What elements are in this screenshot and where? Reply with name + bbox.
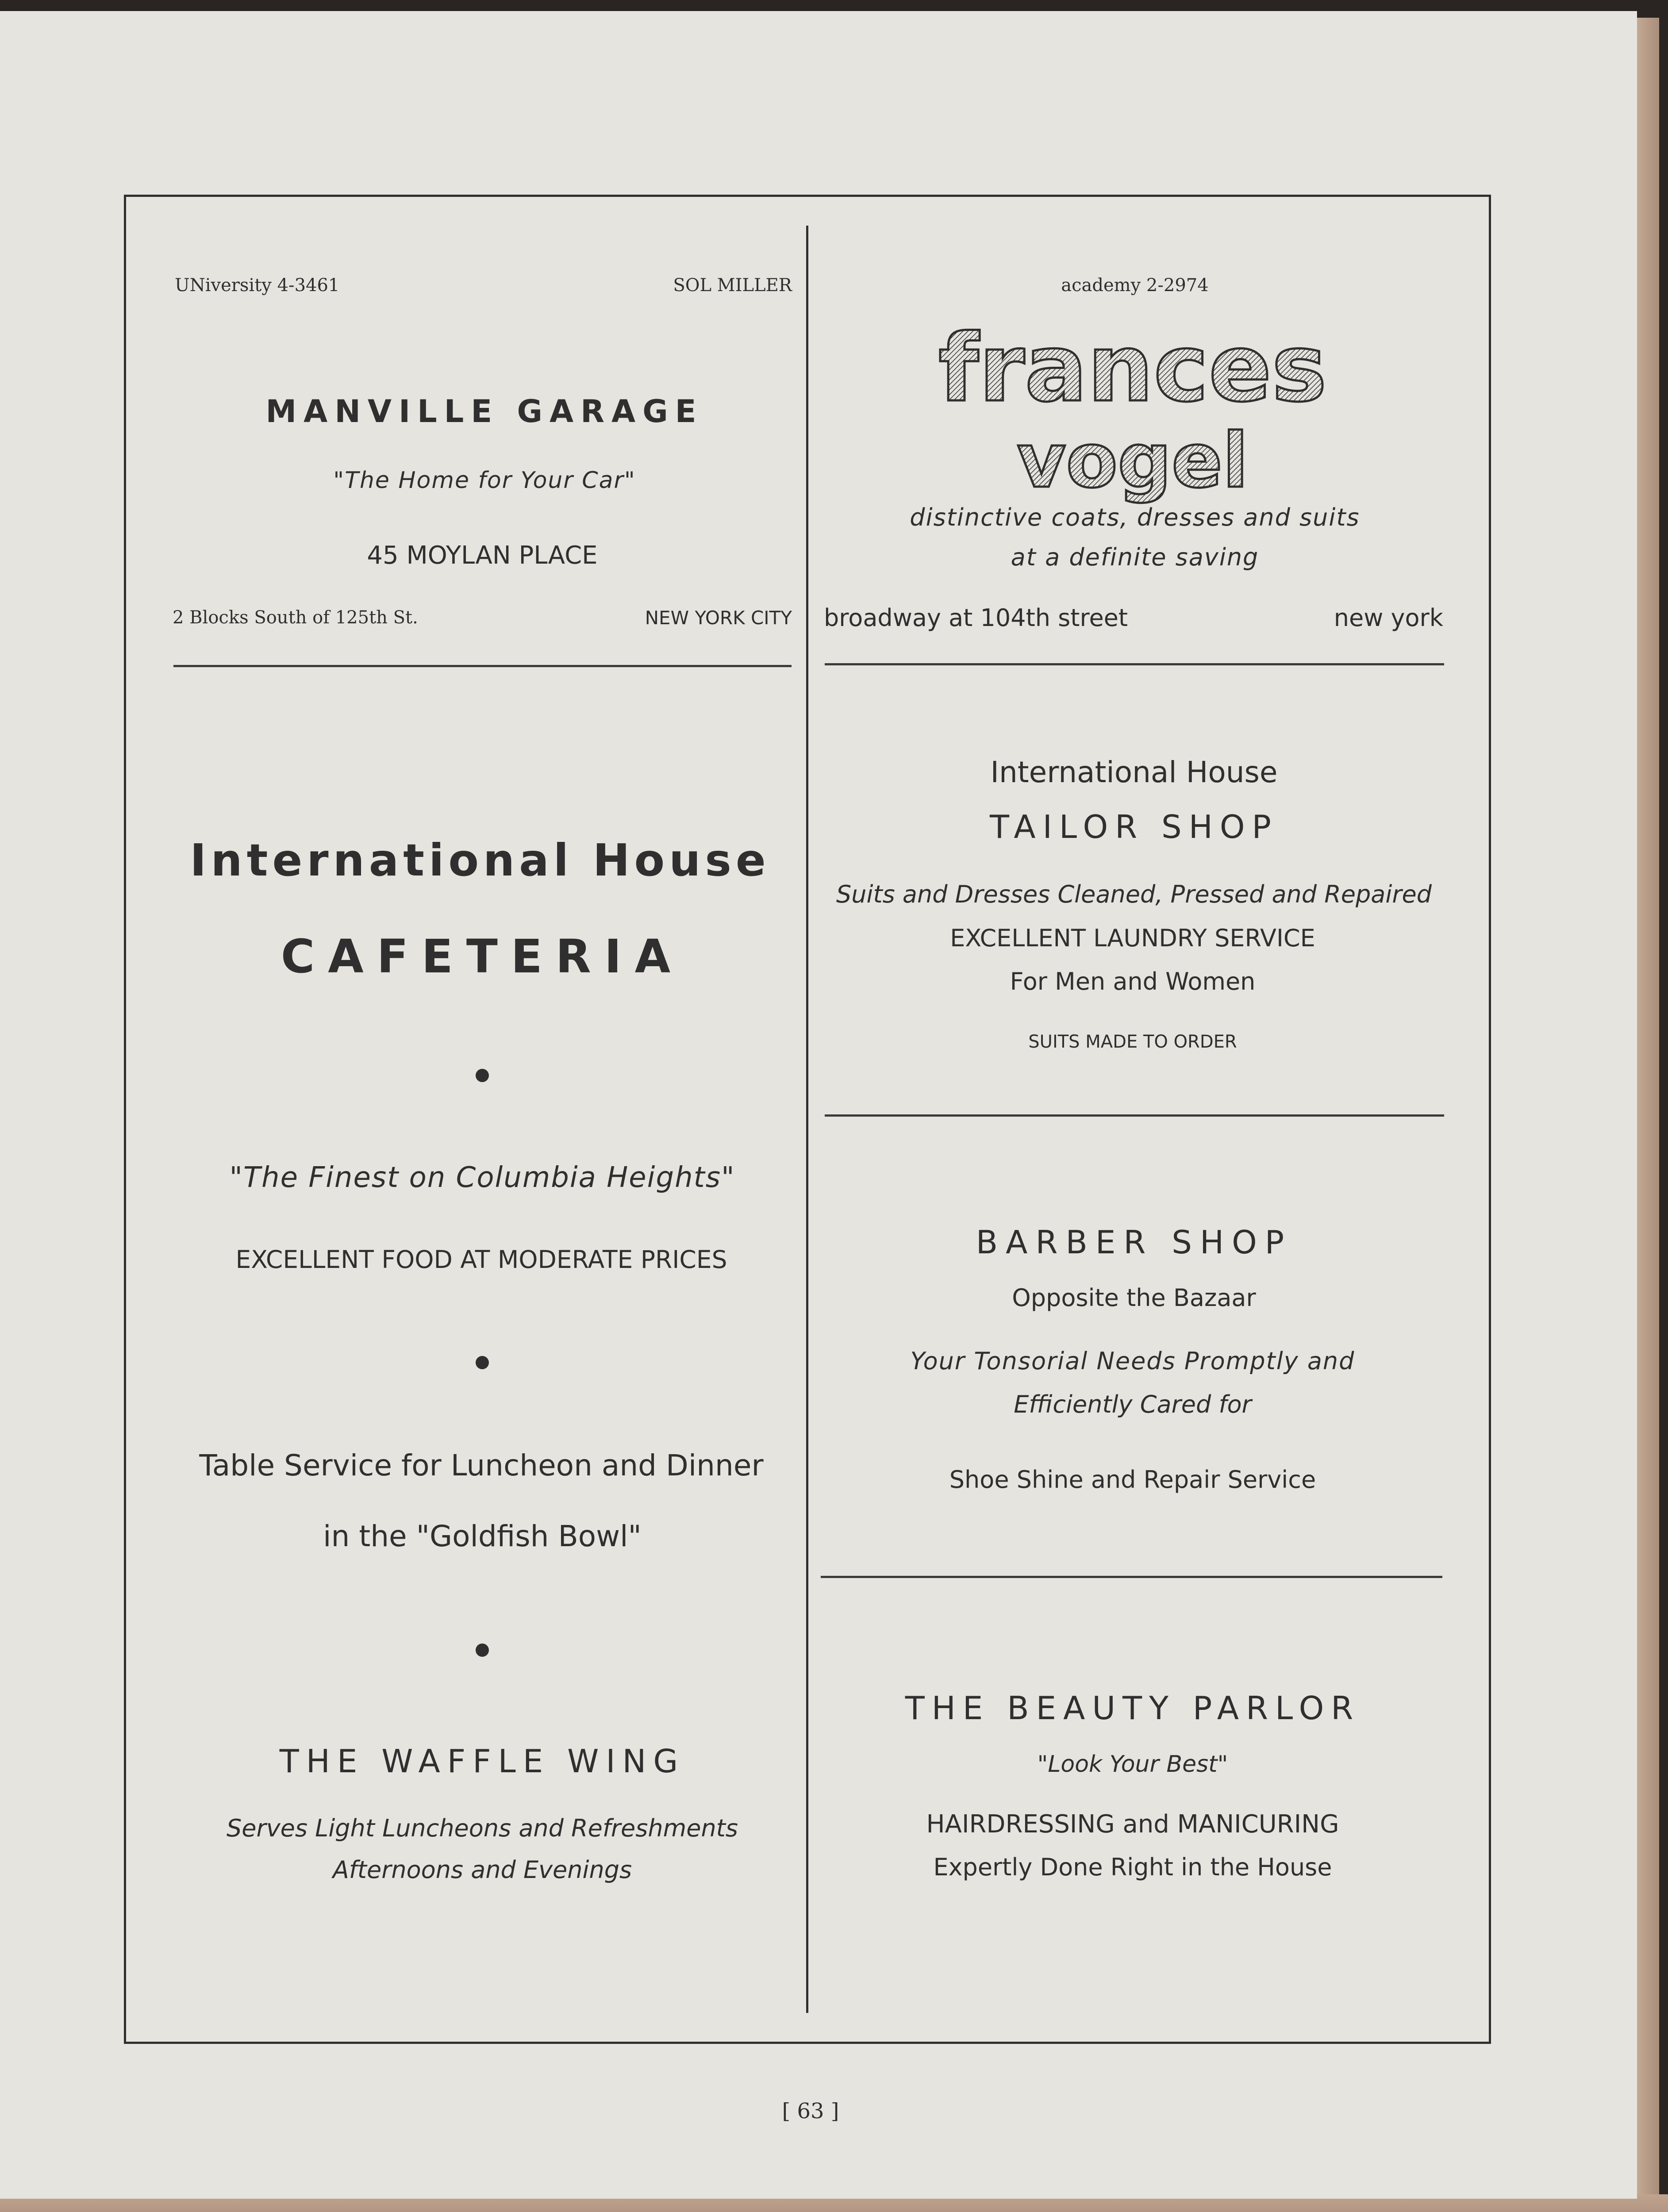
vogel-logo-line1: frances <box>938 314 1327 422</box>
beauty-detail: Expertly Done Right in the House <box>933 1853 1332 1881</box>
cafeteria-food: EXCELLENT FOOD AT MODERATE PRICES <box>235 1245 727 1274</box>
divider-right-1 <box>825 663 1444 665</box>
manville-city: NEW YORK CITY <box>645 607 792 629</box>
manville-phone: UNiversity 4-3461 <box>175 275 340 296</box>
tailor-laundry: EXCELLENT LAUNDRY SERVICE <box>950 924 1315 952</box>
cafeteria-service-line2: in the "Goldfish Bowl" <box>323 1519 642 1553</box>
page-number: [ 63 ] <box>782 2099 839 2124</box>
vogel-tagline-line2: at a definite saving <box>1011 543 1259 571</box>
manville-directions: 2 Blocks South of 125th St. <box>173 607 418 628</box>
manville-name: MANVILLE GARAGE <box>265 393 703 430</box>
beauty-slogan: "Look Your Best" <box>1037 1751 1228 1778</box>
vogel-tagline-line1: distinctive coats, dresses and suits <box>910 503 1360 531</box>
cafeteria-title-line1: International House <box>190 834 770 886</box>
bullet-dot <box>476 1644 489 1657</box>
tailor-made-to-order: SUITS MADE TO ORDER <box>1028 1032 1237 1052</box>
cafeteria-slogan: "The Finest on Columbia Heights" <box>229 1161 735 1194</box>
column-divider <box>806 226 808 2013</box>
manville-address: 45 MOYLAN PLACE <box>367 541 598 570</box>
vogel-city: new york <box>1334 604 1443 632</box>
manville-slogan: "The Home for Your Car" <box>333 467 636 494</box>
waffle-wing-title: THE WAFFLE WING <box>279 1743 685 1780</box>
divider-right-2 <box>825 1114 1444 1117</box>
barber-desc-line2: Efficiently Cared for <box>1014 1390 1252 1418</box>
cafeteria-service-line1: Table Service for Luncheon and Dinner <box>199 1448 764 1482</box>
barber-shoe-shine: Shoe Shine and Repair Service <box>949 1466 1316 1494</box>
vogel-phone: academy 2-2974 <box>1061 275 1209 296</box>
barber-title: BARBER SHOP <box>976 1224 1292 1261</box>
cafeteria-title-line2: CAFETERIA <box>281 929 684 983</box>
tailor-title-line2: TAILOR SHOP <box>990 808 1278 845</box>
tailor-title-line1: International House <box>990 755 1278 789</box>
bullet-dot <box>476 1069 489 1082</box>
bullet-dot <box>476 1356 489 1369</box>
tailor-services: Suits and Dresses Cleaned, Pressed and Repaired <box>836 880 1432 908</box>
tailor-men-women: For Men and Women <box>1010 968 1256 995</box>
barber-desc-line1: Your Tonsorial Needs Promptly and <box>910 1347 1355 1375</box>
beauty-services: HAIRDRESSING and MANICURING <box>926 1810 1339 1839</box>
vogel-logo-line2: vogel <box>1017 417 1249 505</box>
divider-left-1 <box>173 665 792 667</box>
barber-location: Opposite the Bazaar <box>1012 1284 1256 1312</box>
waffle-wing-line1: Serves Light Luncheons and Refreshments <box>227 1814 738 1842</box>
beauty-title: THE BEAUTY PARLOR <box>905 1690 1361 1727</box>
divider-right-3 <box>821 1576 1442 1578</box>
frances-vogel-logo <box>938 314 1327 509</box>
vogel-street: broadway at 104th street <box>824 604 1128 632</box>
manville-proprietor: SOL MILLER <box>673 275 792 296</box>
waffle-wing-line2: Afternoons and Evenings <box>332 1856 632 1884</box>
